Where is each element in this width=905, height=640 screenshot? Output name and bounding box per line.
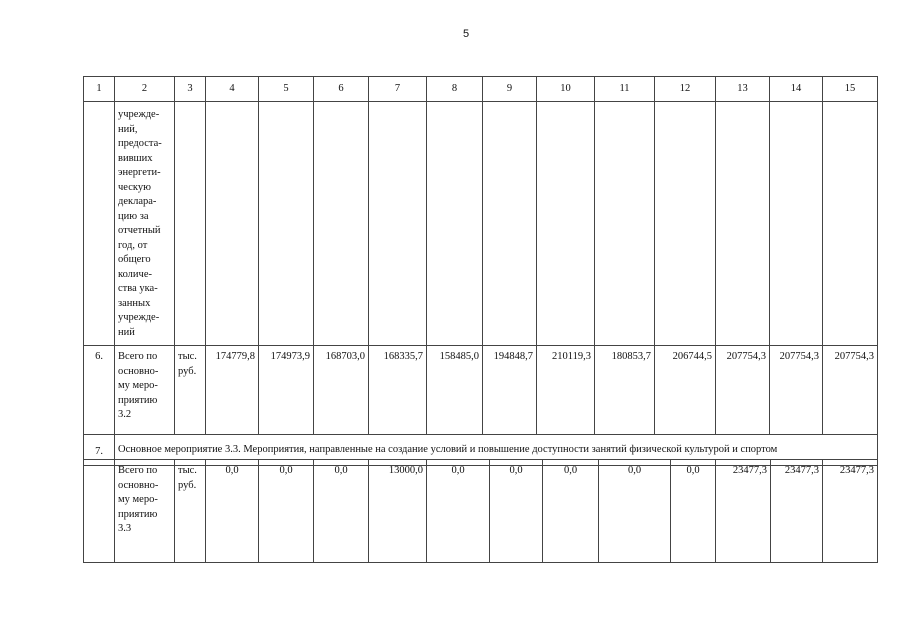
unit-cell: тыс. руб. [175,460,206,563]
column-header: 5 [259,77,314,102]
value-cell: 23477,3 [823,460,878,563]
column-header: 14 [770,77,823,102]
column-header: 9 [483,77,537,102]
value-cell: 180853,7 [595,346,655,435]
indicator-name-cell: Всего по основно- му меро- приятию 3.2 [115,346,175,435]
value-cell: 0,0 [259,460,314,563]
indicator-name-cell: учрежде- ний, предоста- вивших энергети- ческую деклара- цию за отчетный год, от общего количе- ства ука- занных учрежде- ний [115,102,175,346]
value-cell: 0,0 [490,460,543,563]
value-cell: 0,0 [314,460,369,563]
value-cell: 207754,3 [770,346,823,435]
value-cell: 168703,0 [314,346,369,435]
main-event-title: Основное мероприятие 3.3. Мероприятия, направленные на создание условий и повышение доступности занятий физической культурой и спортом [115,435,878,466]
value-cell: 13000,0 [369,460,427,563]
value-cell: 174973,9 [259,346,314,435]
value-cell: 23477,3 [771,460,823,563]
column-header: 1 [84,77,115,102]
value-cell: 23477,3 [716,460,771,563]
budget-table [83,76,878,466]
value-cell: 0,0 [206,460,259,563]
table-row [84,346,878,435]
column-header: 10 [537,77,595,102]
column-header: 15 [823,77,878,102]
column-header: 8 [427,77,483,102]
value-cell: 210119,3 [537,346,595,435]
column-header: 6 [314,77,369,102]
column-header: 2 [115,77,175,102]
header-row [84,77,878,102]
continuation-row [84,102,878,346]
column-header: 13 [716,77,770,102]
budget-table-continued [83,459,878,563]
value-cell: 207754,3 [823,346,878,435]
value-cell: 0,0 [543,460,599,563]
column-header: 7 [369,77,427,102]
unit-cell: тыс. руб. [175,346,206,435]
value-cell: 158485,0 [427,346,483,435]
row-number: 7. [84,435,115,466]
indicator-name-cell: Всего по основно- му меро- приятию 3.3 [115,460,175,563]
value-cell: 168335,7 [369,346,427,435]
column-header: 12 [655,77,716,102]
column-header: 3 [175,77,206,102]
page-number: 5 [462,28,470,40]
value-cell: 174779,8 [206,346,259,435]
value-cell: 0,0 [599,460,671,563]
value-cell: 206744,5 [655,346,716,435]
column-header: 4 [206,77,259,102]
value-cell: 194848,7 [483,346,537,435]
row-number: 6. [84,346,115,435]
column-header: 11 [595,77,655,102]
value-cell: 207754,3 [716,346,770,435]
value-cell: 0,0 [427,460,490,563]
value-cell: 0,0 [671,460,716,563]
table-row [84,460,878,563]
